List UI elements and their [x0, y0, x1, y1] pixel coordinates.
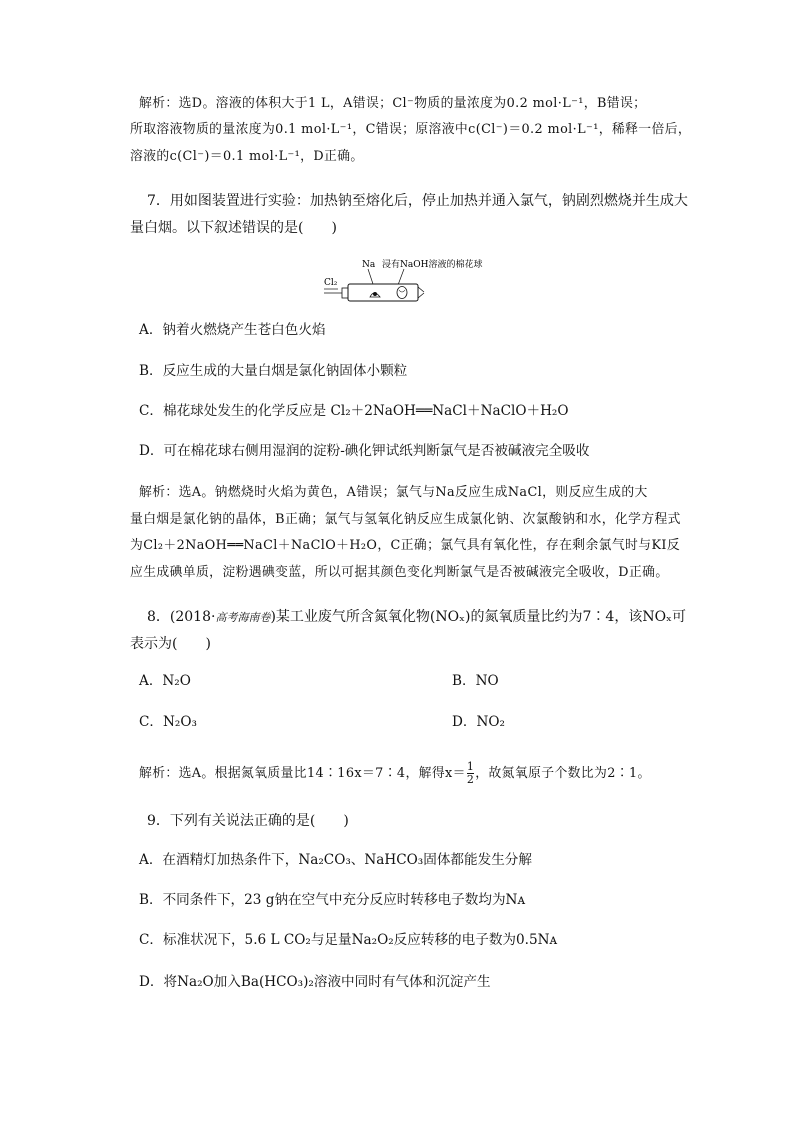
fraction-numerator: 1 [466, 760, 475, 773]
fraction-one-half [467, 761, 474, 786]
question-8-option-a: A．N₂O [139, 673, 191, 689]
question-8-stem-rest: )某工业废气所含氮氧化物(NOₓ)的氮氧质量比约为7∶4，该NOₓ可 [270, 609, 686, 625]
question-8-option-b: B．NO [452, 673, 499, 689]
apparatus-diagram [318, 255, 483, 307]
analysis-6-line-3: 溶液的c(Cl⁻)＝0.1 mol·L⁻¹，D正确。 [130, 149, 364, 164]
question-8-option-d: D．NO₂ [452, 714, 505, 730]
question-9-option-b: B．不同条件下，23 g钠在空气中充分反应时转移电子数均为Nᴀ [139, 892, 526, 908]
question-7-option-d: D．可在棉花球右侧用湿润的淀粉-碘化钾试纸判断氯气是否被碱液完全吸收 [139, 443, 590, 459]
analysis-8-pre: 解析：选A。根据氮氧质量比14∶16x＝7∶4，解得x＝ [139, 766, 466, 781]
question-8-stem-line-1 [147, 607, 686, 628]
sodium-piece [373, 292, 377, 296]
analysis-7-line-1: 解析：选A。钠燃烧时火焰为黄色，A错误；氯气与Na反应生成NaCl，则反应生成的大 [139, 485, 648, 500]
question-9-option-a: A．在酒精灯加热条件下，Na₂CO₃、NaHCO₃固体都能发生分解 [139, 852, 532, 868]
question-8-option-c: C．N₂O₃ [139, 714, 197, 730]
question-8-source: 高考海南卷 [215, 611, 271, 624]
analysis-6-line-2: 所取溶液物质的量浓度为0.1 mol·L⁻¹，C错误；原溶液中c(Cl⁻)＝0.2 mol·L⁻¹，稀释一倍后， [130, 122, 692, 137]
stopper [342, 288, 348, 298]
question-7-option-c: C．棉花球处发生的化学反应是 Cl₂＋2NaOH══NaCl＋NaClO＋H₂O [139, 403, 569, 419]
cotton-ball [397, 287, 407, 299]
glass-tube [348, 284, 418, 301]
analysis-7-line-2: 量白烟是氯化钠的晶体，B正确；氯气与氢氧化钠反应生成氯化钠、次氯酸钠和水，化学方程式 [130, 512, 681, 527]
analysis-7-line-3: 为Cl₂＋2NaOH══NaCl＋NaClO＋H₂O，C正确；氯气具有氧化性，存在剩余氯气时与KI反 [130, 538, 681, 553]
question-7-stem-line-2: 量白烟。以下叙述错误的是( ) [130, 220, 337, 236]
question-8-stem-line-2: 表示为( ) [130, 636, 211, 652]
figure-label-cotton: 浸有NaOH溶液的棉花球 [382, 260, 483, 270]
question-7-stem-line-1: 7．用如图装置进行实验：加热钠至熔化后，停止加热并通入氯气，钠剧烈燃烧并生成大 [147, 193, 688, 209]
question-7-option-b: B．反应生成的大量白烟是氯化钠固体小颗粒 [139, 363, 408, 379]
question-8-number: 8．(2018· [147, 609, 216, 625]
question-9-stem: 9．下列有关说法正确的是( ) [147, 813, 349, 829]
analysis-6-line-1: 解析：选D。溶液的体积大于1 L，A错误；Cl⁻物质的量浓度为0.2 mol·L⁻¹，B错误； [139, 96, 647, 111]
question-9-option-c: C．标准状况下，5.6 L CO₂与足量Na₂O₂反应转移的电子数为0.5Nᴀ [139, 932, 558, 948]
question-9-option-d: D．将Na₂O加入Ba(HCO₃)₂溶液中同时有气体和沉淀产生 [139, 974, 491, 990]
analysis-8-line [139, 761, 651, 786]
figure-label-na: Na [362, 260, 376, 270]
analysis-8-post: ，故氮氧原子个数比为2∶1。 [475, 766, 651, 781]
fraction-denominator: 2 [466, 773, 475, 786]
figure-label-cl2: Cl₂ [324, 278, 338, 288]
question-7-option-a: A．钠着火燃烧产生苍白色火焰 [139, 322, 326, 338]
analysis-7-line-4: 应生成碘单质，淀粉遇碘变蓝，所以可据其颜色变化判断氯气是否被碱液完全吸收，D正确。 [130, 565, 669, 580]
